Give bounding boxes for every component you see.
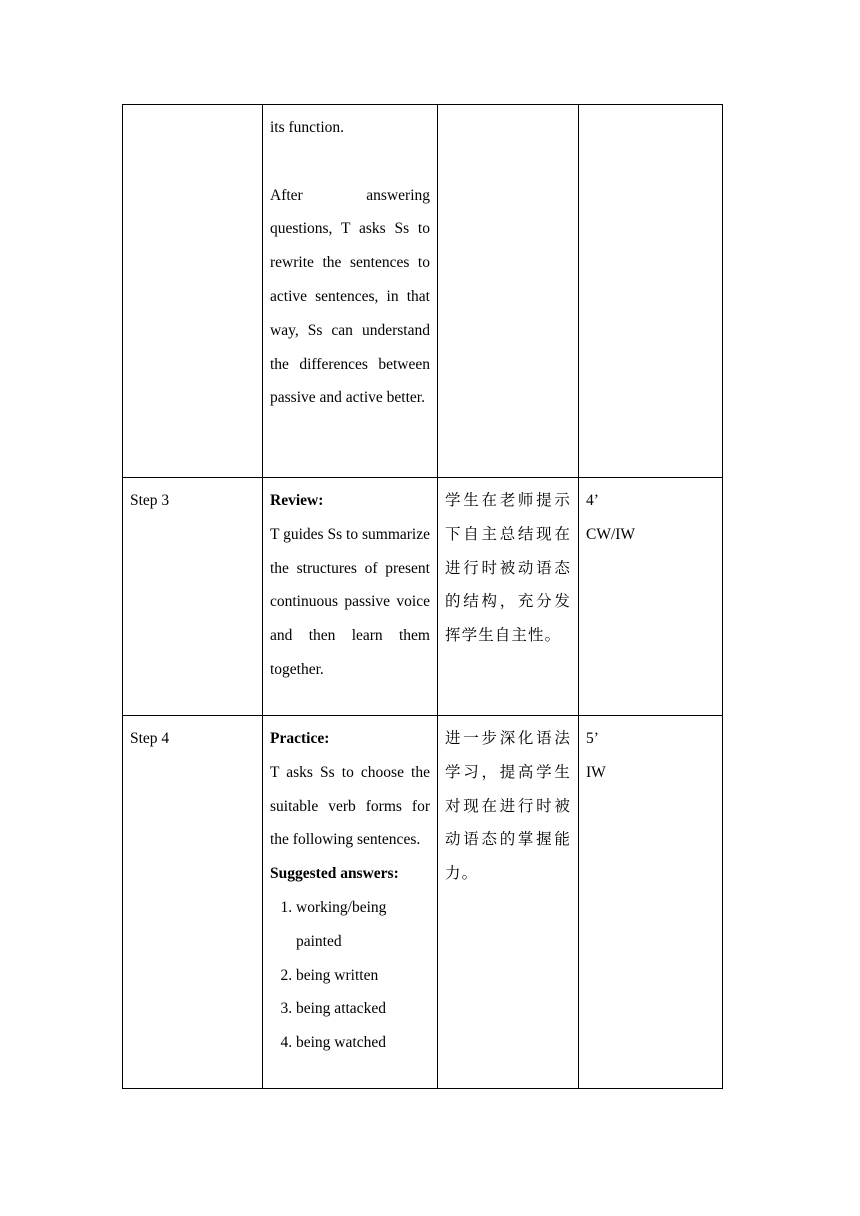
answers-list <box>270 891 430 1060</box>
content-heading: Review: <box>270 492 324 509</box>
step-cell: Step 4 <box>123 716 263 1089</box>
table-row <box>123 478 723 716</box>
answers-heading: Suggested answers: <box>270 865 399 883</box>
time-mode-cell <box>579 716 723 1089</box>
list-item: 4. being watched <box>296 1026 430 1060</box>
purpose-cell: 进一步深化语法学习，提高学生对现在进行时被动语态的掌握能力。 <box>438 716 579 1089</box>
lesson-plan-table <box>122 104 723 1089</box>
time-value: 5’ <box>586 730 599 747</box>
content-heading: Practice: <box>270 730 330 747</box>
time-mode-cell <box>579 105 723 478</box>
purpose-cell <box>438 105 579 478</box>
list-item: 2. being written <box>296 959 430 993</box>
time-value: 4’ <box>586 492 599 509</box>
table-row <box>123 716 723 1089</box>
content-text: T asks Ss to choose the suitable verb forms for the following sentences. <box>270 763 430 849</box>
mode-value: CW/IW <box>586 525 636 543</box>
list-item: 1. working/being painted <box>296 891 430 959</box>
step-cell: Step 3 <box>123 478 263 716</box>
table-row <box>123 105 723 478</box>
list-item: 3. being attacked <box>296 992 430 1026</box>
step-cell <box>123 105 263 478</box>
content-cell <box>263 716 438 1089</box>
mode-value: IW <box>586 763 606 781</box>
content-text: After answering questions, T asks Ss to rewrite the sentences to active sentences, in that way, Ss can understand the differences between passive and active better. <box>270 186 430 407</box>
content-text: T guides Ss to summarize the structures of present continuous passive voice and then learn them together. <box>270 525 430 678</box>
time-mode-cell <box>579 478 723 716</box>
purpose-cell: 学生在老师提示下自主总结现在进行时被动语态的结构，充分发挥学生自主性。 <box>438 478 579 716</box>
content-cell <box>263 478 438 716</box>
content-text: its function. <box>270 119 345 136</box>
content-cell <box>263 105 438 478</box>
